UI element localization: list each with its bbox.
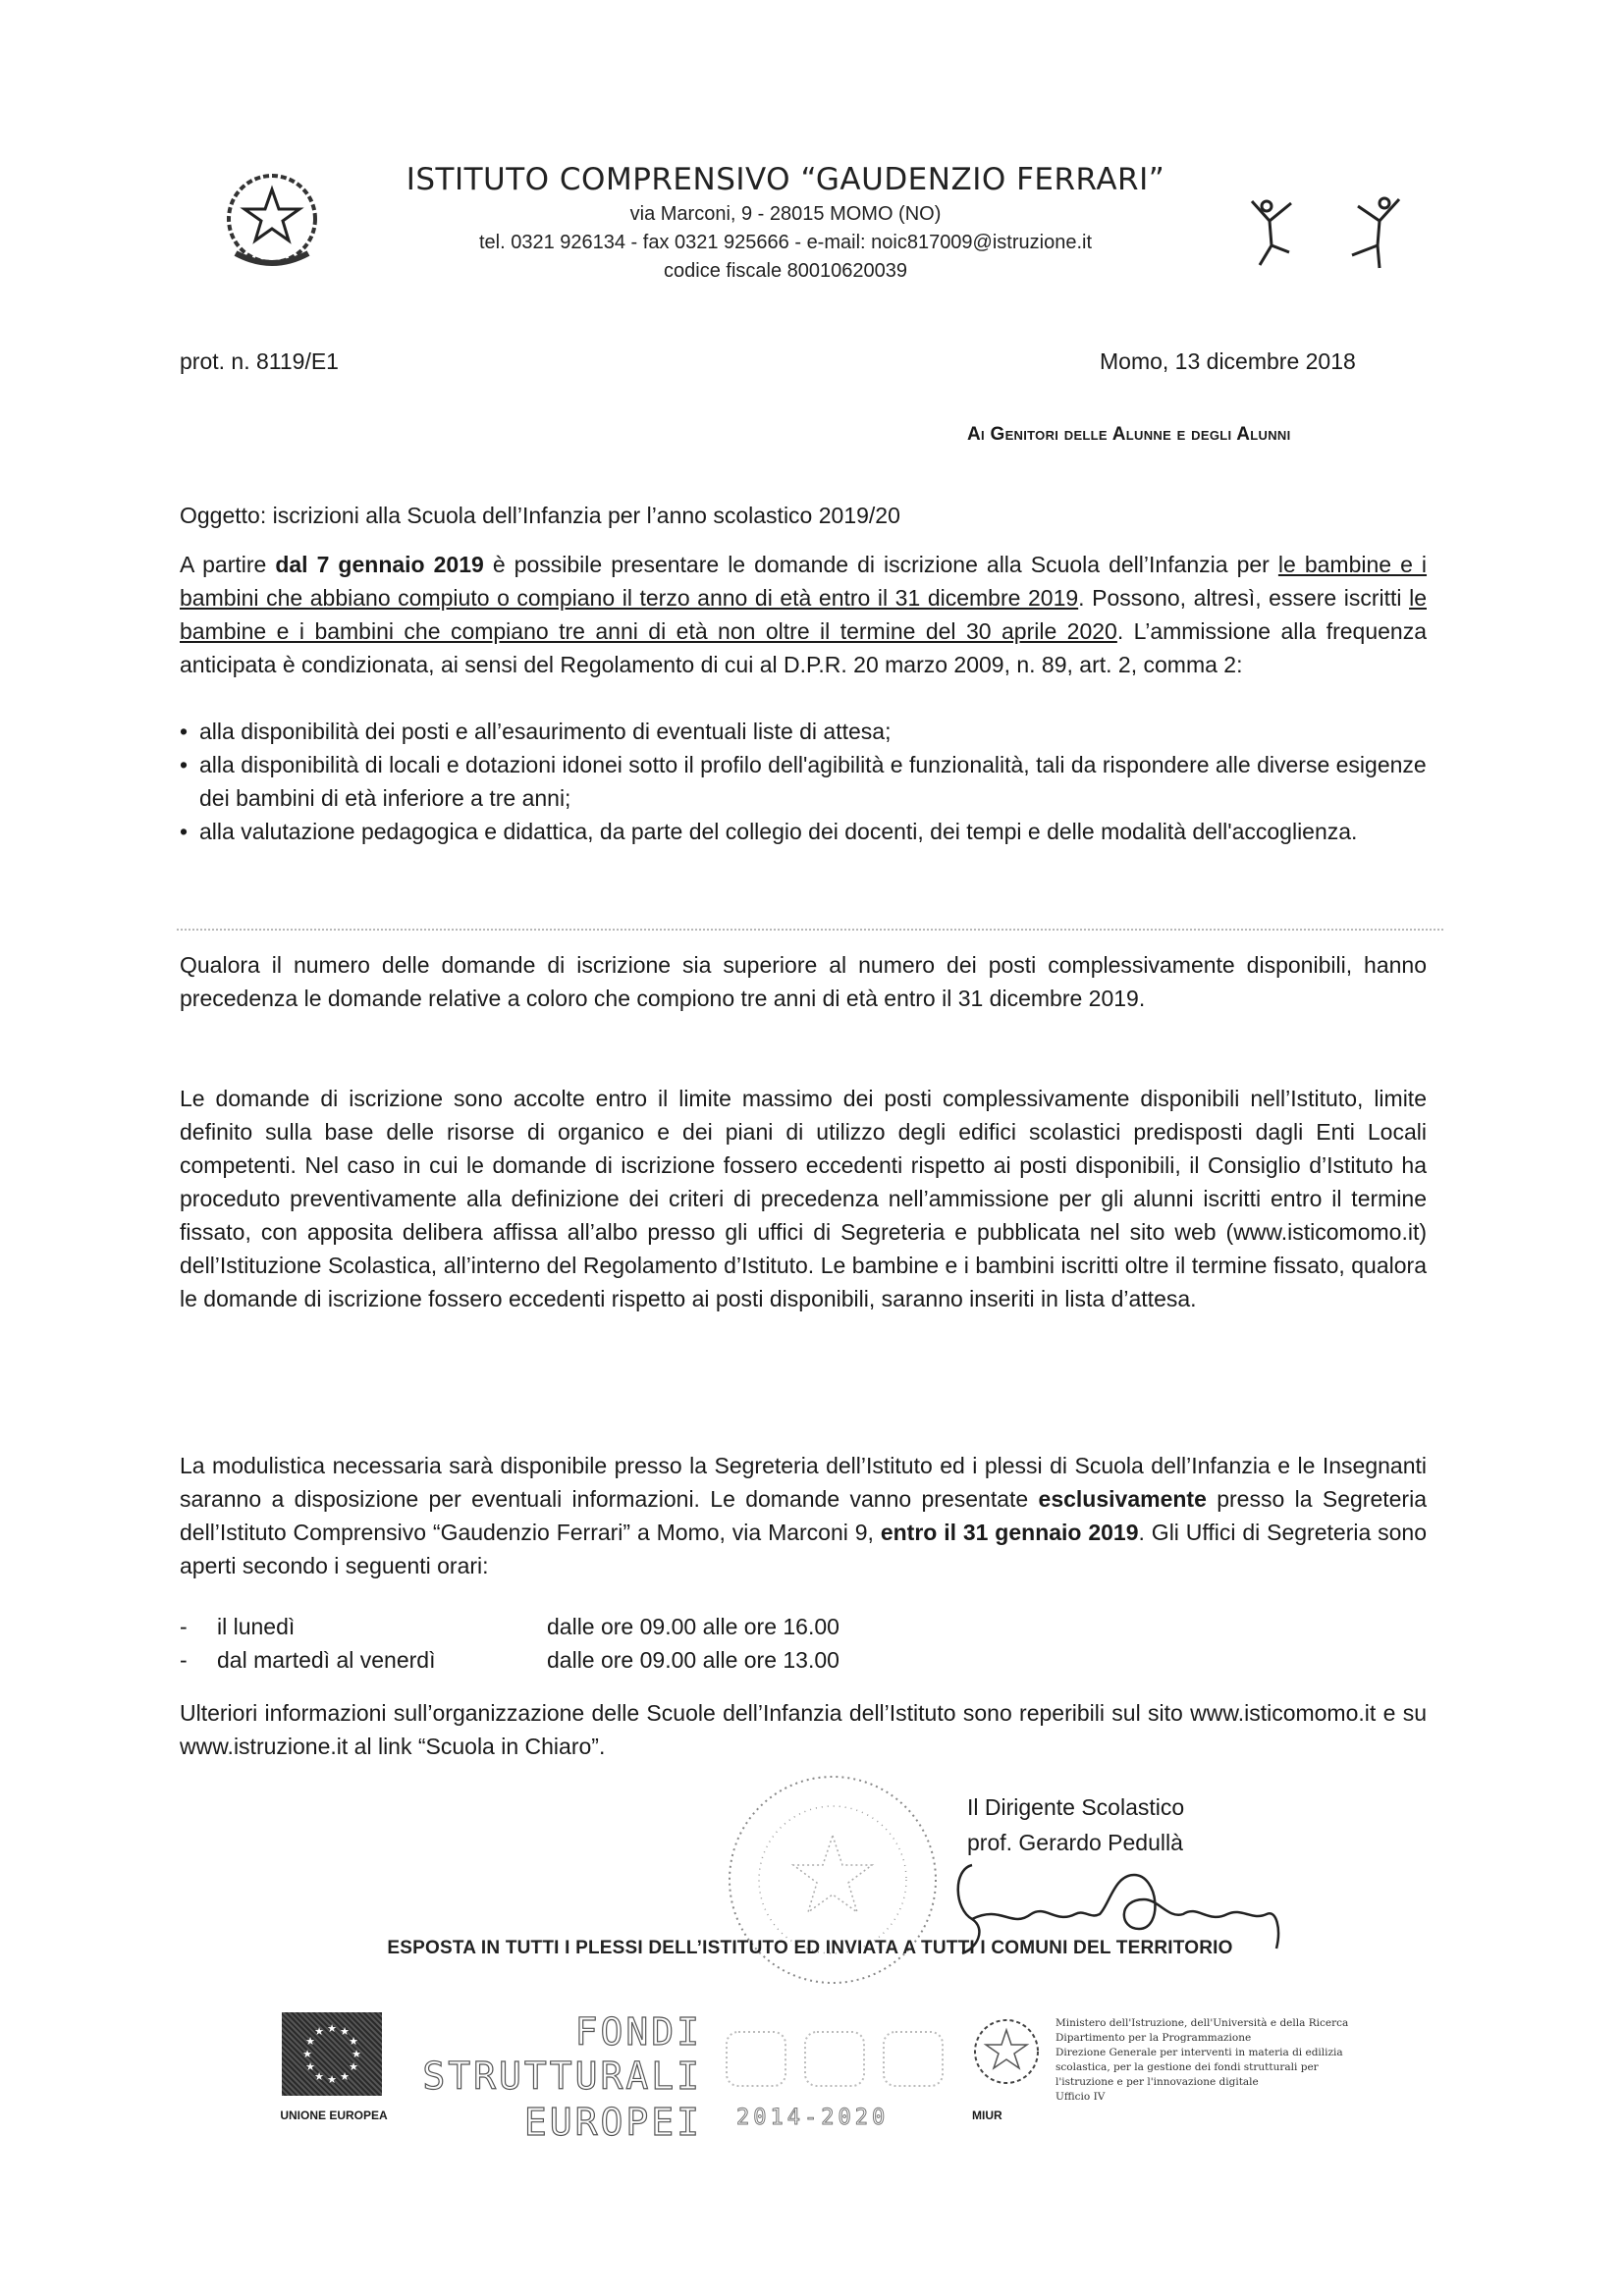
miur-line: Dipartimento per la Programmazione [1056, 2032, 1252, 2044]
text: La modulistica necessaria sarà disponibile presso la Segreteria dell’Istituto ed i plessi di Scuola dell’Infanzia e le Insegnanti saranno a disposizione per eventuali informazioni. Le domande vanno presentate [180, 1453, 1427, 1512]
start-date: dal 7 gennaio 2019 [275, 552, 484, 577]
text: è possibile presentare le domande di iscrizione alla Scuola dell’Infanzia per [483, 552, 1278, 577]
svg-text:★: ★ [349, 2061, 358, 2073]
paragraph-enrollment-period [180, 548, 1427, 681]
svg-text:★: ★ [340, 2071, 350, 2083]
svg-text:★: ★ [340, 2026, 350, 2038]
signatory-role: Il Dirigente Scolastico [967, 1794, 1185, 1820]
fiscal-code: codice fiscale 80010620039 [664, 260, 907, 282]
list-item: • alla disponibilità di locali e dotazioni idonei sotto il profilo dell'agibilità e funzionalità, tali da rispondere alle diverse esigenze dei bambini di età inferiore a tre anni; [180, 748, 1427, 815]
eu-flag-icon [282, 2012, 382, 2096]
list-item: • alla disponibilità dei posti e all’esaurimento di eventuali liste di attesa; [180, 715, 1427, 748]
svg-text:★: ★ [327, 2023, 337, 2035]
deadline: entro il 31 gennaio 2019 [880, 1520, 1139, 1545]
signatory-name: prof. Gerardo Pedullà [967, 1830, 1183, 1855]
scan-artifact-divider [177, 929, 1443, 931]
paragraph-further-info: Ulteriori informazioni sull’organizzazione delle Scuole dell’Infanzia dell’Istituto sono reperibili sul sito www.isticomomo.it e su www.istruzione.it al link “Scuola in Chiaro”. [180, 1700, 1427, 1759]
miur-line: Ministero dell'Istruzione, dell'Università e della Ricerca [1056, 2017, 1349, 2029]
miur-label: MIUR [972, 2109, 1002, 2122]
office-days: dal martedì al venerdì [217, 1647, 436, 1673]
miur-line: scolastica, per la gestione dei fondi strutturali per [1056, 2061, 1319, 2073]
admission-conditions-list [180, 715, 1427, 848]
miur-department-text [1056, 2016, 1348, 2105]
institute-name: ISTITUTO COMPRENSIVO “GAUDENZIO FERRARI” [406, 162, 1165, 197]
office-times: dalle ore 09.00 alle ore 16.00 [547, 1614, 839, 1639]
recipients: Ai Genitori delle Alunne e degli Alunni [967, 424, 1291, 445]
svg-text:★: ★ [302, 2049, 312, 2060]
svg-text:★: ★ [314, 2026, 324, 2038]
subject-line: Oggetto: iscrizioni alla Scuola dell’Infanzia per l’anno scolastico 2019/20 [180, 503, 900, 528]
emphasis-exclusively: esclusivamente [1038, 1486, 1207, 1512]
eligibility-early: le bambine e i bambini che compiano tre anni di età non oltre il termine del 30 aprile 2020 [180, 585, 1427, 644]
miur-line: Direzione Generale per interventi in materia di edilizia [1056, 2047, 1343, 2058]
eligibility-main: le bambine e i bambini che abbiano compiuto o compiano il terzo anno di età entro il 31 dicembre 2019 [180, 552, 1428, 611]
office-times: dalle ore 09.00 alle ore 13.00 [547, 1647, 839, 1673]
pon-logo-icon [722, 2024, 957, 2093]
paragraph-capacity: Le domande di iscrizione sono accolte entro il limite massimo dei posti complessivamente disponibili nell’Istituto, limite definito sulla base delle risorse di organico e dei piani di utilizzo degli edifici scolastici predisposti dagli Enti Locali competenti. Nel caso in cui le domande di iscrizione fossero eccedenti rispetto ai posti disponibili, il Consiglio d’Istituto ha proceduto preventivamente alla definizione dei criteri di precedenza nell’ammissione per gli alunni iscritti entro il termine fissato, con apposita delibera affissa all’albo presso gli uffici di Segreteria e pubblicata nel sito web (www.isticomomo.it) dell’Istituzione Scolastica, all’interno del Regolamento d’Istituto. Le bambine e i bambini iscritti oltre il termine fissato, qualora le domande di iscrizione fossero eccedenti rispetto ai posti disponibili, saranno inseriti in lista d’attesa. [180, 1086, 1427, 1311]
svg-text:★: ★ [314, 2071, 324, 2083]
svg-text:★: ★ [305, 2036, 315, 2048]
dash: - [180, 1647, 188, 1673]
place-date: Momo, 13 dicembre 2018 [1100, 348, 1356, 374]
pon-years: 2014-2020 [736, 2106, 890, 2130]
dash: - [180, 1614, 188, 1639]
paragraph-precedence: Qualora il numero delle domande di iscrizione sia superiore al numero dei posti complessivamente disponibili, hanno precedenza le domande relative a coloro che compiono tre anni di età entro il 31 dicembre 2019. [180, 952, 1427, 1011]
office-hours-row [180, 1610, 839, 1643]
miur-line: Ufficio IV [1056, 2091, 1106, 2103]
text: . Possono, altresì, essere iscritti [1078, 585, 1410, 611]
text: . L’ammissione alla frequenza anticipata è condizionata, ai sensi del Regolamento di cui al D.P.R. 20 marzo 2009, n. 89, art. 2, comma 2: [180, 618, 1428, 677]
fse-logo-line: EUROPEI [523, 2101, 702, 2144]
svg-text:★: ★ [352, 2049, 361, 2060]
svg-text:★: ★ [327, 2074, 337, 2086]
office-days: il lunedì [217, 1614, 296, 1639]
paragraph-submission [180, 1449, 1427, 1582]
svg-text:★: ★ [349, 2036, 358, 2048]
miur-line: l'istruzione e per l'innovazione digitale [1056, 2076, 1259, 2088]
institute-address: via Marconi, 9 - 28015 MOMO (NO) [629, 203, 942, 225]
office-hours-row [180, 1643, 839, 1677]
svg-text:★: ★ [305, 2061, 315, 2073]
fse-logo-line: FONDI [574, 2010, 702, 2054]
fse-logo-line: STRUTTURALI [422, 2055, 702, 2098]
protocol-number: prot. n. 8119/E1 [180, 348, 339, 374]
distribution-note: ESPOSTA IN TUTTI I PLESSI DELL’ISTITUTO ED INVIATA A TUTTI I COMUNI DEL TERRITORIO [387, 1938, 1233, 1958]
miur-emblem-icon [967, 2012, 1046, 2091]
text: A partire [180, 552, 276, 577]
text: presso la Segreteria dell’Istituto Comprensivo “Gaudenzio Ferrari” a Momo, via Marconi 9, [180, 1486, 1427, 1545]
eu-label: UNIONE EUROPEA [280, 2109, 388, 2122]
text: . Gli Uffici di Segreteria sono aperti secondo i seguenti orari: [180, 1520, 1427, 1578]
list-item: • alla valutazione pedagogica e didattica, da parte del collegio dei docenti, dei tempi e delle modalità dell'accoglienza. [180, 815, 1427, 848]
office-hours [180, 1610, 839, 1677]
institute-contacts: tel. 0321 926134 - fax 0321 925666 - e-mail: noic817009@istruzione.it [478, 232, 1093, 253]
children-figures-logo-icon [1242, 191, 1409, 270]
